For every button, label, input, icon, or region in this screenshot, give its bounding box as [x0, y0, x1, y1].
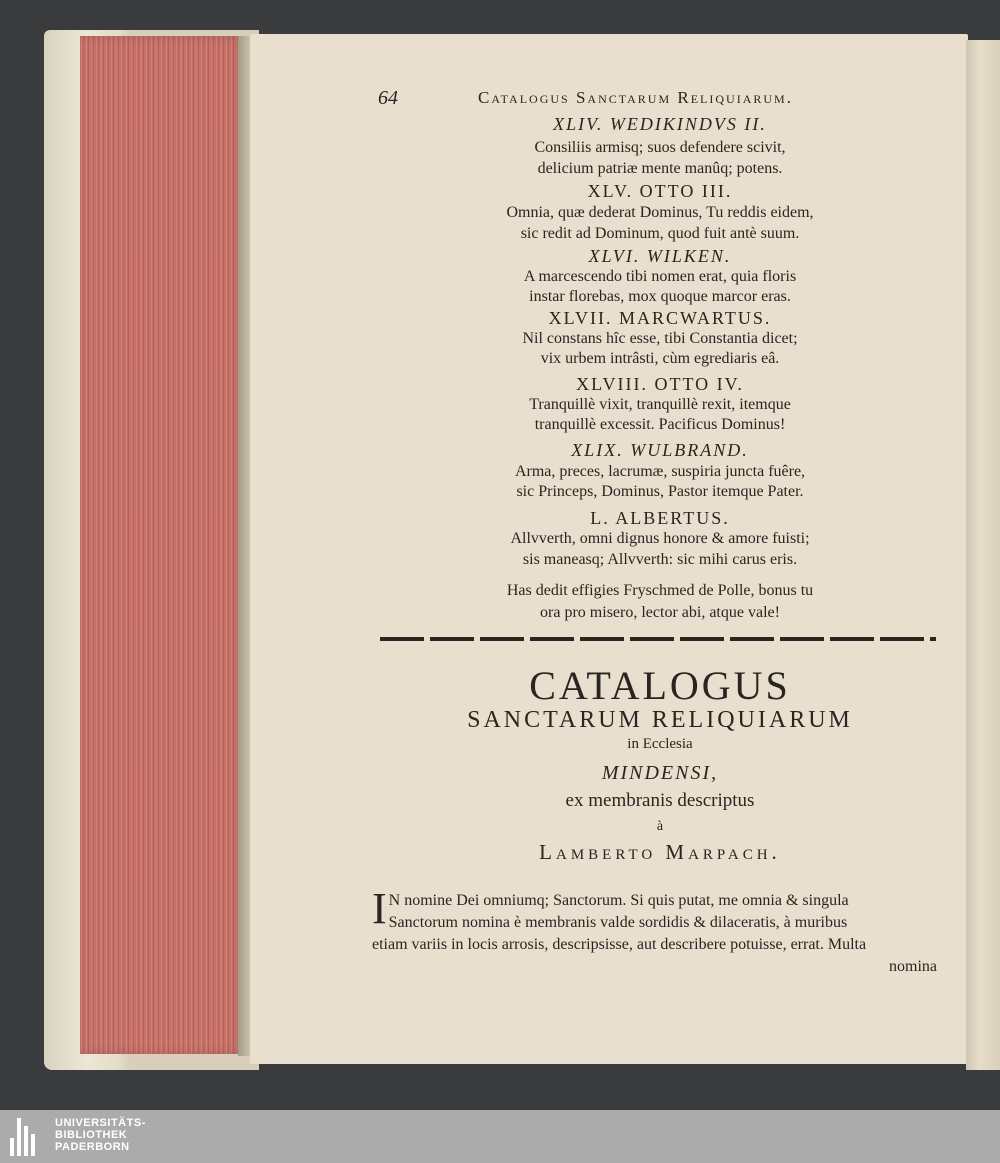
verse-line: A marcescendo tibi nomen erat, quia floris: [523, 268, 797, 285]
section-title: CATALOGUS: [529, 663, 791, 708]
entry-heading: XLVI. WILKEN.: [588, 246, 732, 266]
running-title: Catalogus Sanctarum Reliquiarum.: [478, 88, 793, 107]
page-number: 64: [378, 87, 398, 109]
entry-heading: XLVII. MARCWARTUS.: [548, 308, 772, 328]
verse-line: Tranquillè vixit, tranquillè rexit, itemque: [529, 396, 791, 413]
verse-line: sic redit ad Dominum, quod fuit antè suum.: [520, 225, 800, 242]
verse-line: tranquillè excessit. Pacificus Dominus!: [534, 416, 786, 433]
verse-line: sic Princeps, Dominus, Pastor itemque Pater.: [516, 483, 804, 500]
title-line: MINDENSI,: [601, 762, 719, 784]
title-line: à: [656, 819, 664, 834]
entry-heading: XLIX. WULBRAND.: [571, 440, 749, 460]
author-line: Lamberto Marpach.: [539, 840, 781, 864]
catchword: nomina: [889, 958, 937, 975]
closing-line: ora pro misero, lector abi, atque vale!: [540, 604, 780, 621]
verse-line: vix urbem intrâsti, cùm egrediaris eâ.: [540, 350, 780, 367]
verse-line: Allvverth, omni dignus honore & amore fuisti;: [510, 530, 810, 547]
body-paragraph: [372, 884, 937, 978]
verse-line: Omnia, quæ dederat Dominus, Tu reddis eidem,: [506, 204, 814, 221]
verse-line: Arma, preces, lacrumæ, suspiria juncta fuêre,: [514, 463, 806, 480]
library-logo-text: UNIVERSITÄTS- BIBLIOTHEK PADERBORN: [55, 1117, 146, 1153]
closing-line: Has dedit effigies Fryschmed de Polle, bonus tu: [506, 582, 814, 599]
page-edges: [80, 36, 245, 1054]
entry-heading: XLIV. WEDIKINDVS II.: [553, 114, 767, 134]
verse-line: sis maneasq; Allvverth: sic mihi carus eris.: [522, 551, 798, 568]
title-line: ex membranis descriptus: [565, 790, 755, 811]
facing-page-edge: [966, 40, 1000, 1070]
ornamental-rule: [380, 637, 936, 641]
section-subtitle: SANCTARUM RELIQUIARUM: [467, 707, 853, 733]
footer-bar: [0, 1110, 1000, 1163]
verse-line: Nil constans hîc esse, tibi Constantia dicet;: [522, 330, 798, 347]
verse-line: instar florebas, mox quoque marcor eras.: [529, 288, 791, 305]
verse-line: Consiliis armisq; suos defendere scivit,: [534, 139, 786, 156]
paragraph-line: N nomine Dei omniumq; Sanctorum. Si quis putat, me omnia & singula: [388, 892, 849, 909]
entry-heading: L. ALBERTUS.: [590, 508, 730, 528]
library-logo-icon: [10, 1118, 50, 1156]
paragraph-line: etiam variis in locis arrosis, descripsisse, aut describere potuisse, errat. Multa: [372, 936, 867, 953]
entry-heading: XLV. OTTO III.: [587, 181, 733, 201]
title-line: in Ecclesia: [627, 736, 693, 752]
paragraph-line: Sanctorum nomina è membranis valde sordidis & dilaceratis, à muribus: [388, 914, 848, 931]
drop-cap: I: [372, 884, 387, 933]
entry-heading: XLVIII. OTTO IV.: [576, 374, 744, 394]
verse-line: delicium patriæ mente manûq; potens.: [537, 160, 783, 177]
